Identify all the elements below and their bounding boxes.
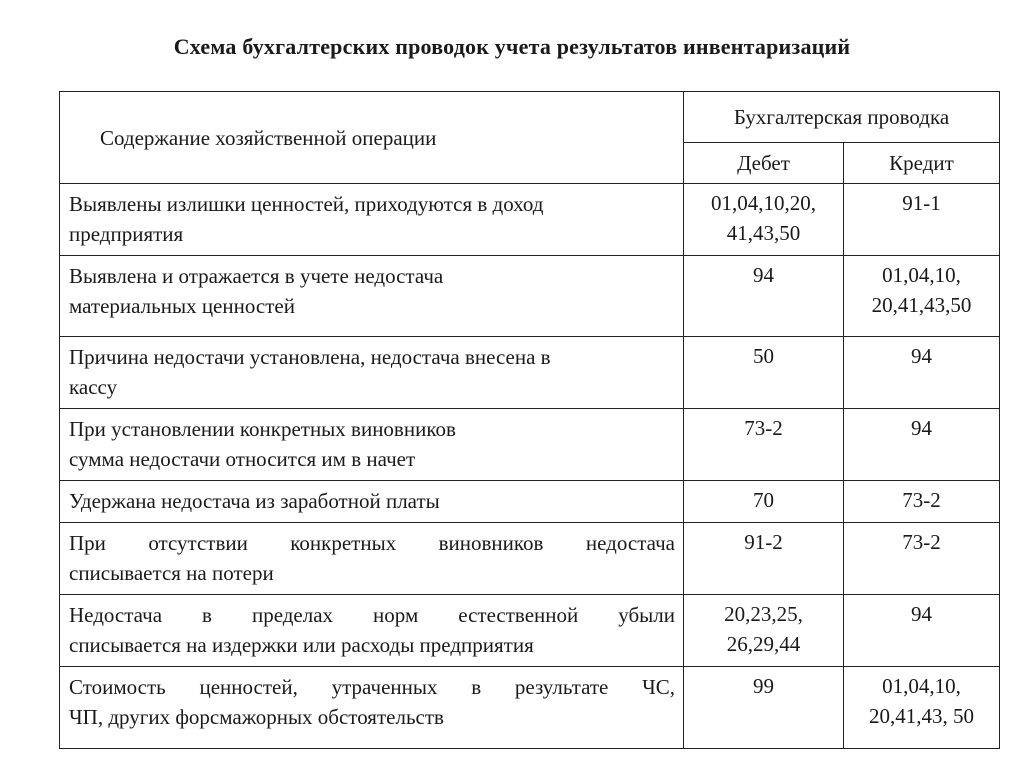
credit-cell xyxy=(844,481,1000,523)
operation-cell xyxy=(60,523,684,595)
credit-line: 94 xyxy=(911,344,932,368)
operation-line: При отсутствии конкретных виновников недостача xyxy=(69,531,675,555)
credit-line: 94 xyxy=(911,416,932,440)
operation-line: Выявлена и отражается в учете недостача xyxy=(69,264,444,288)
credit-cell xyxy=(844,667,1000,749)
debit-cell xyxy=(684,667,844,749)
operation-line: материальных ценностей xyxy=(69,294,295,318)
operation-line: Причина недостачи установлена, недостача внесена в xyxy=(69,345,551,369)
operation-line: Выявлены излишки ценностей, приходуются в доход xyxy=(69,192,544,216)
operation-cell xyxy=(60,256,684,337)
credit-cell xyxy=(844,523,1000,595)
debit-line: 26,29,44 xyxy=(726,632,801,656)
header-credit: Кредит xyxy=(844,143,1000,184)
debit-cell xyxy=(684,184,844,256)
table-row xyxy=(60,595,1000,667)
table-row xyxy=(60,667,1000,749)
debit-line: 91-2 xyxy=(744,530,783,554)
debit-cell xyxy=(684,595,844,667)
table-row xyxy=(60,409,1000,481)
debit-cell xyxy=(684,337,844,409)
debit-line: 73-2 xyxy=(744,416,783,440)
debit-line: 99 xyxy=(753,674,774,698)
operation-line: Стоимость ценностей, утраченных в результате ЧС, xyxy=(69,675,675,699)
table-row xyxy=(60,523,1000,595)
operation-cell xyxy=(60,667,684,749)
operation-line: Недостача в пределах норм естественной убыли xyxy=(69,603,675,627)
debit-cell xyxy=(684,481,844,523)
debit-line: 70 xyxy=(753,488,774,512)
debit-line: 94 xyxy=(753,263,774,287)
operation-line: кассу xyxy=(69,375,118,399)
operation-line: Удержана недостача из заработной платы xyxy=(69,489,440,513)
table-row xyxy=(60,184,1000,256)
credit-cell xyxy=(844,409,1000,481)
operation-cell xyxy=(60,409,684,481)
credit-line: 20,41,43, 50 xyxy=(869,704,974,728)
operation-line: предприятия xyxy=(69,222,184,246)
operation-line: списывается на потери xyxy=(69,561,274,585)
credit-line: 20,41,43,50 xyxy=(871,293,972,317)
operation-line: списывается на издержки или расходы предприятия xyxy=(69,633,534,657)
credit-line: 94 xyxy=(911,602,932,626)
debit-line: 50 xyxy=(753,344,774,368)
credit-cell xyxy=(844,595,1000,667)
operation-cell xyxy=(60,595,684,667)
document-title: Схема бухгалтерских проводок учета результатов инвентаризаций xyxy=(173,34,851,59)
operation-line: сумма недостачи относится им в начет xyxy=(69,447,416,471)
credit-cell xyxy=(844,337,1000,409)
operation-line: ЧП, других форсмажорных обстоятельств xyxy=(69,705,444,729)
credit-line: 01,04,10, xyxy=(882,263,961,287)
credit-line: 73-2 xyxy=(902,530,941,554)
operation-line: При установлении конкретных виновников xyxy=(69,417,456,441)
credit-line: 01,04,10, xyxy=(882,674,961,698)
credit-line: 73-2 xyxy=(902,488,941,512)
table-row xyxy=(60,337,1000,409)
table-row xyxy=(60,481,1000,523)
credit-line: 91-1 xyxy=(902,191,941,215)
debit-line: 01,04,10,20, xyxy=(711,191,816,215)
credit-cell xyxy=(844,256,1000,337)
debit-line: 20,23,25, xyxy=(724,602,803,626)
header-debit: Дебет xyxy=(684,143,844,184)
debit-cell xyxy=(684,409,844,481)
operation-cell xyxy=(60,481,684,523)
credit-cell xyxy=(844,184,1000,256)
header-posting: Бухгалтерская проводка xyxy=(684,92,1000,143)
header-operation: Содержание хозяйственной операции xyxy=(60,92,684,184)
table-row xyxy=(60,256,1000,337)
operation-cell xyxy=(60,184,684,256)
operation-cell xyxy=(60,337,684,409)
debit-line: 41,43,50 xyxy=(726,221,801,245)
debit-cell xyxy=(684,256,844,337)
postings-table xyxy=(59,91,1000,749)
debit-cell xyxy=(684,523,844,595)
